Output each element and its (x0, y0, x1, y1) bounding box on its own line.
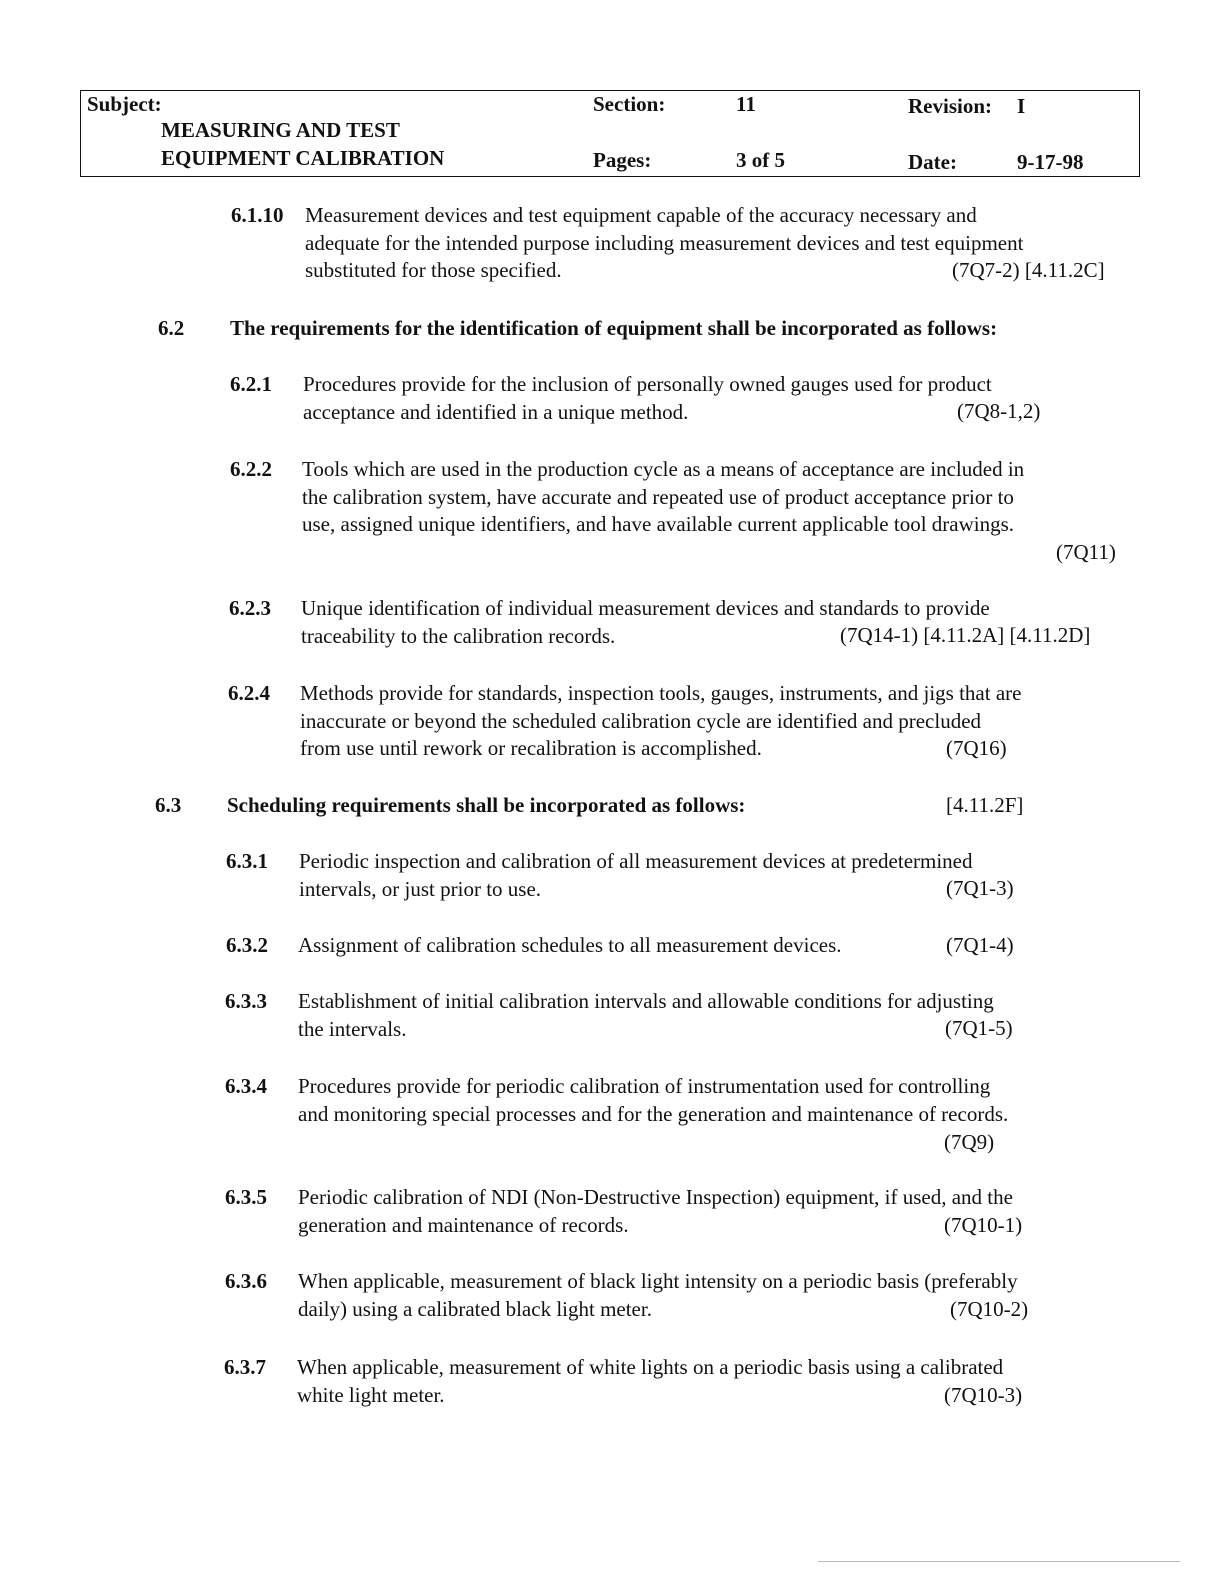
section-label: Section: (593, 92, 666, 116)
item-line: Periodic inspection and calibration of all measurement devices at predetermined (299, 849, 973, 873)
item-line: from use until rework or recalibration is accomplished. (300, 736, 762, 760)
date-value: 9-17-98 (1017, 150, 1084, 174)
section-heading: Scheduling requirements shall be incorporated as follows: (227, 793, 746, 817)
item-number: 6.3.3 (225, 989, 267, 1013)
item-line: inaccurate or beyond the scheduled calibration cycle are identified and precluded (300, 708, 982, 733)
item-reference: (7Q10-2) (950, 1297, 1029, 1321)
revision-value: I (1017, 94, 1026, 118)
subject-label: Subject: (87, 92, 162, 116)
item-text (298, 988, 994, 1043)
item-number: 6.3.5 (225, 1185, 267, 1209)
item-number: 6.2.3 (229, 596, 271, 620)
item-line: Measurement devices and test equipment capable of the accuracy necessary and (305, 203, 977, 227)
item-number: 6.3.6 (225, 1269, 267, 1293)
item-line: Procedures provide for periodic calibration of instrumentation used for controlling (298, 1074, 991, 1098)
pages-value: 3 of 5 (736, 148, 785, 172)
item-line: the intervals. (298, 1016, 407, 1041)
item-line: daily) using a calibrated black light meter. (298, 1296, 652, 1321)
footer-rule (818, 1561, 1180, 1562)
item-line: Unique identification of individual measurement devices and standards to provide (301, 596, 990, 620)
item-line: and monitoring special processes and for the generation and maintenance of records. (298, 1101, 1009, 1126)
item-line: Methods provide for standards, inspection tools, gauges, instruments, and jigs that are (300, 681, 1022, 705)
item-text (305, 202, 1023, 285)
subject-line-2: EQUIPMENT CALIBRATION (161, 146, 445, 170)
item-number: 6.3.2 (226, 933, 268, 957)
section-reference: [4.11.2F] (946, 793, 1024, 817)
item-text (298, 932, 842, 960)
item-line: When applicable, measurement of black light intensity on a periodic basis (preferably (298, 1269, 1018, 1293)
item-line: When applicable, measurement of white lights on a periodic basis using a calibrated (297, 1355, 1004, 1379)
item-reference: (7Q16) (946, 736, 1007, 760)
item-number: 6.3.1 (226, 849, 268, 873)
item-reference: (7Q9) (944, 1130, 995, 1154)
item-line: Assignment of calibration schedules to all measurement devices. (298, 933, 842, 957)
item-number: 6.3.7 (224, 1355, 266, 1379)
item-line: generation and maintenance of records. (298, 1212, 629, 1237)
item-line: Establishment of initial calibration intervals and allowable conditions for adjusting (298, 989, 994, 1013)
item-line: Procedures provide for the inclusion of personally owned gauges used for product (303, 372, 992, 396)
item-reference: (7Q8-1,2) (957, 399, 1041, 423)
item-reference: (7Q7-2) [4.11.2C] (952, 258, 1105, 282)
item-line: intervals, or just prior to use. (299, 876, 542, 901)
item-line: use, assigned unique identifiers, and have available current applicable tool drawings. (302, 512, 1015, 536)
item-number: 6.2.4 (228, 681, 270, 705)
item-number: 6.3.4 (225, 1074, 267, 1098)
item-reference: (7Q1-5) (945, 1016, 1013, 1040)
item-text (300, 680, 1021, 763)
item-text (299, 848, 973, 903)
item-line: acceptance and identified in a unique method. (303, 399, 689, 424)
item-line: substituted for those specified. (305, 258, 562, 282)
date-label: Date: (908, 150, 957, 174)
item-number: 6.1.10 (231, 203, 284, 227)
item-text (297, 1354, 1003, 1409)
item-text (298, 1184, 1013, 1239)
item-text (303, 371, 992, 426)
section-value: 11 (736, 92, 756, 116)
item-line: the calibration system, have accurate and repeated use of product acceptance prior to (302, 484, 1014, 509)
item-number: 6.2.1 (230, 372, 272, 396)
item-text (302, 456, 1024, 539)
item-reference: (7Q14-1) [4.11.2A] [4.11.2D] (840, 623, 1091, 647)
item-line: traceability to the calibration records. (301, 623, 616, 648)
revision-label: Revision: (908, 94, 992, 118)
item-line: adequate for the intended purpose including measurement devices and test equipment (305, 230, 1024, 255)
document-header (80, 90, 1140, 177)
section-number: 6.3 (155, 793, 182, 817)
item-reference: (7Q11) (1056, 540, 1116, 564)
item-text (298, 1268, 1018, 1323)
item-line: white light meter. (297, 1382, 445, 1407)
section-heading: The requirements for the identification of equipment shall be incorporated as follows: (230, 316, 998, 340)
section-number: 6.2 (158, 316, 185, 340)
item-text (298, 1073, 1008, 1128)
item-reference: (7Q1-3) (946, 876, 1014, 900)
item-line: Periodic calibration of NDI (Non-Destructive Inspection) equipment, if used, and the (298, 1185, 1013, 1209)
item-reference: (7Q10-3) (944, 1383, 1023, 1407)
item-reference: (7Q10-1) (944, 1213, 1023, 1237)
item-number: 6.2.2 (230, 457, 272, 481)
subject-line-1: MEASURING AND TEST (161, 118, 400, 142)
item-reference: (7Q1-4) (946, 933, 1014, 957)
item-line: Tools which are used in the production cycle as a means of acceptance are included in (302, 457, 1025, 481)
pages-label: Pages: (593, 148, 652, 172)
